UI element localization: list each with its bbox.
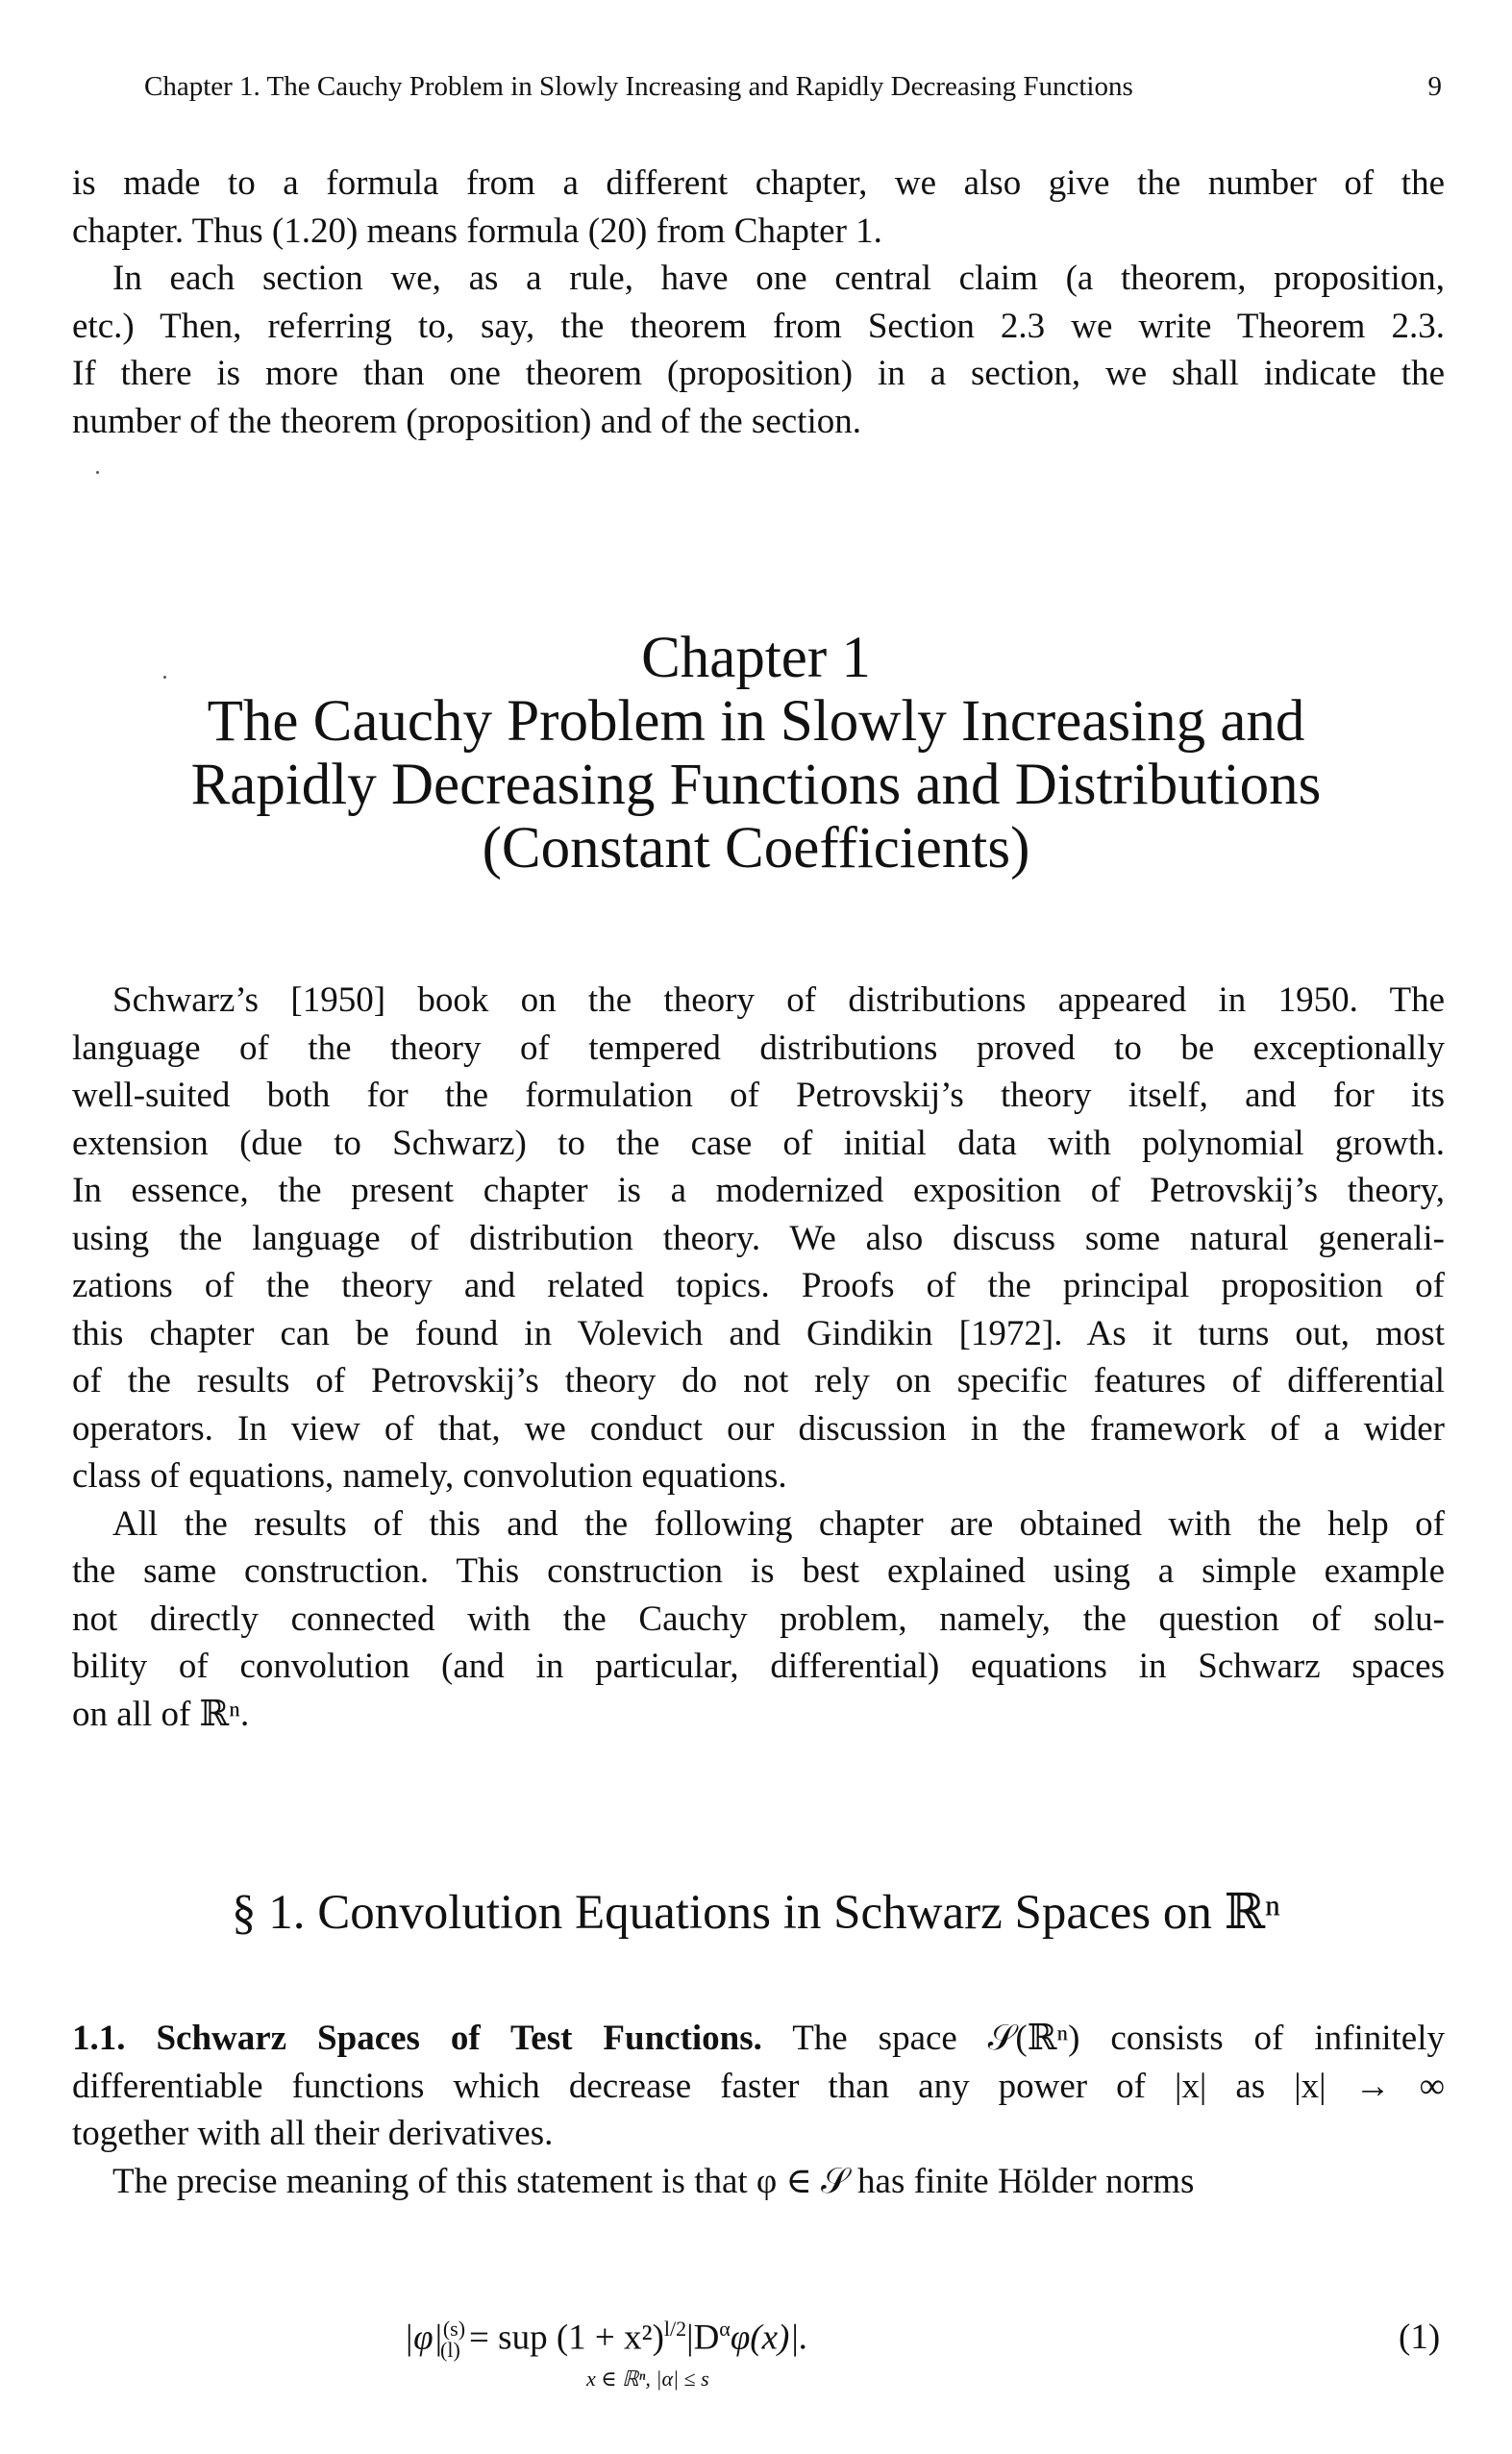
text-line: using the language of distribution theory. We also discuss some natural generali- [72, 1218, 1445, 1258]
body-paragraph [72, 977, 1445, 1738]
text-line: In essence, the present chapter is a modernized exposition of Petrovskij’s theory, [72, 1171, 1445, 1210]
chapter-title-line: (Constant Coefficients) [482, 816, 1030, 880]
chapter-label: Chapter 1 [641, 626, 871, 690]
formula-tail: φ(x)|. [730, 2318, 808, 2358]
formula-exp: l/2 [663, 2317, 687, 2341]
formula-sup-range: x ∈ ℝⁿ, |α| ≤ s [586, 2367, 709, 2391]
text-line: differentiable functions which decrease faster than any power of |x| as |x| → ∞ [72, 2066, 1445, 2106]
text-line: zations of the theory and related topics. Proofs of the principal proposition of [72, 1266, 1445, 1305]
formula-rhs: |D [686, 2318, 720, 2358]
formula-main [404, 2317, 808, 2363]
text-line: operators. In view of that, we conduct our discussion in the framework of a wider [72, 1408, 1445, 1449]
formula-lhs: |φ| [404, 2318, 443, 2358]
chapter-title-line: The Cauchy Problem in Slowly Increasing and [207, 689, 1305, 754]
text-line: language of the theory of tempered distributions proved to be exceptionally [72, 1028, 1445, 1068]
intro-paragraph [72, 160, 1445, 445]
text-line: All the results of this and the following chapter are obtained with the help of [112, 1503, 1445, 1544]
text-line: etc.) Then, referring to, say, the theorem from Section 2.3 we write Theorem 2.3. [72, 306, 1445, 346]
text-line [72, 2015, 1445, 2063]
text-line: The precise meaning of this statement is that φ ∈ 𝒮 has finite Hölder norms [112, 2161, 1195, 2201]
section-title: § 1. Convolution Equations in Schwarz Spaces on ℝⁿ [231, 1886, 1281, 1940]
text-line: If there is more than one theorem (proposition) in a section, we shall indicate the [72, 354, 1445, 393]
text-line: together with all their derivatives. [72, 2114, 554, 2153]
text-line: number of the theorem (proposition) and of the section. [72, 401, 861, 441]
text-line: is made to a formula from a different chapter, we also give the number of the [72, 163, 1445, 203]
text-line: Schwarz’s [1950] book on the theory of distributions appeared in 1950. The [112, 980, 1445, 1020]
text-line: well-suited both for the formulation of Petrovskij’s theory itself, and for its [72, 1076, 1445, 1115]
text-line: not directly connected with the Cauchy problem, namely, the question of solu- [72, 1599, 1445, 1639]
text-line: chapter. Thus (1.20) means formula (20) from Chapter 1. [72, 211, 882, 251]
subsection-paragraph [72, 2015, 1445, 2205]
text-line: this chapter can be found in Volevich and Gindikin [1972]. As it turns out, most [72, 1313, 1445, 1353]
text-line: In each section we, as a rule, have one central claim (a theorem, proposition, [112, 259, 1445, 298]
chapter-title-line: Rapidly Decreasing Functions and Distributions [190, 753, 1322, 817]
formula-eq: = sup (1 + x²) [459, 2318, 664, 2358]
text-line: bility of convolution (and in particular, differential) equations in Schwarz spaces [72, 1647, 1445, 1686]
text-line: of the results of Petrovskij’s theory do not rely on specific features of differential [72, 1361, 1445, 1401]
text-line: class of equations, namely, convolution equations. [72, 1456, 787, 1496]
subsection-heading: 1.1. Schwarz Spaces of Test Functions. [72, 2019, 762, 2058]
running-head-title: Chapter 1. The Cauchy Problem in Slowly Increasing and Rapidly Decreasing Functions [144, 71, 1133, 102]
print-speck [96, 471, 99, 474]
formula-alpha: α [719, 2317, 731, 2341]
text-line: the same construction. This construction is best explained using a simple example [72, 1551, 1445, 1591]
page-number: 9 [1427, 71, 1442, 102]
formula-sub: (l) [440, 2337, 460, 2362]
text-line: on all of ℝⁿ. [72, 1694, 250, 1734]
text-run: The space 𝒮(ℝⁿ) consists of infinitely [761, 2019, 1445, 2058]
formula-holder-norm [404, 2317, 1077, 2403]
formula-sup: (s) [442, 2317, 466, 2341]
text-line: extension (due to Schwarz) to the case of initial data with polynomial growth. [72, 1123, 1445, 1163]
equation-number: (1) [1399, 2318, 1441, 2357]
